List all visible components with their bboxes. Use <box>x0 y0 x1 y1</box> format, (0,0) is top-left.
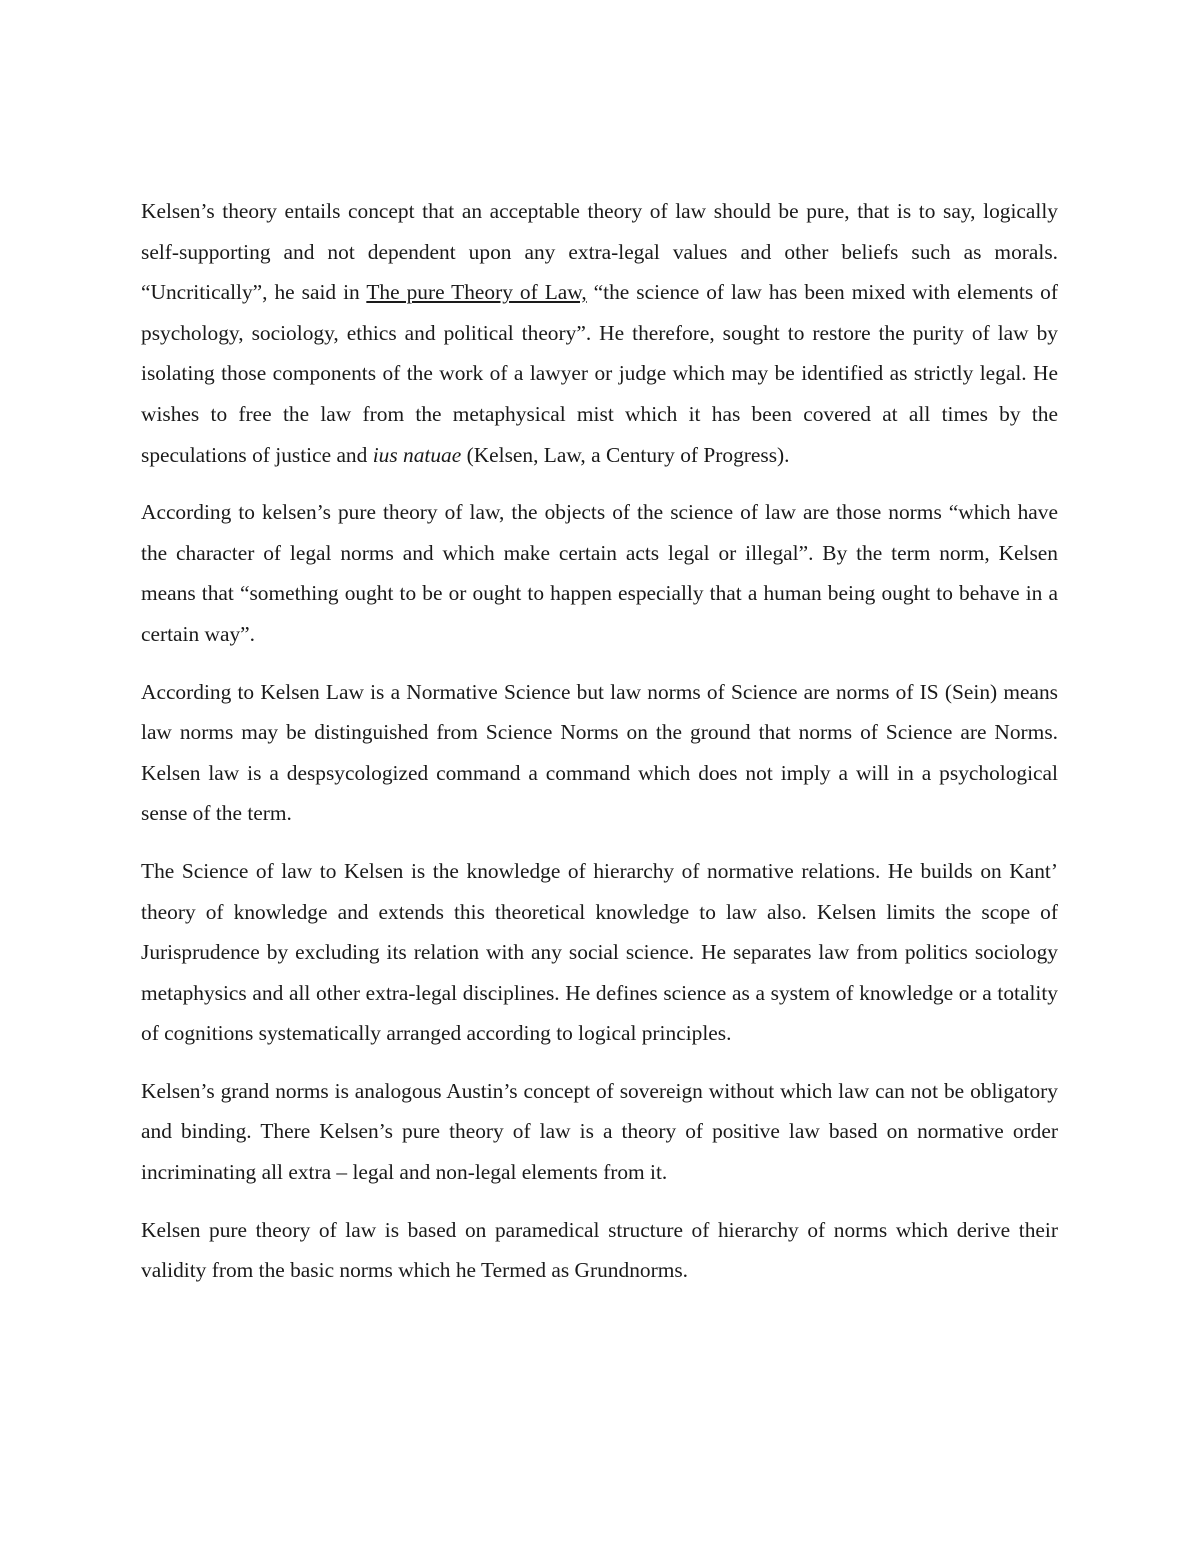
paragraph-2: According to kelsen’s pure theory of law, the objects of the science of law are those norms “which have the character of legal norms and which make certain acts legal or illegal”. By the term norm, Kelsen means that “something ought to be or ought to happen especially that a human being ought to behave in a certain way”. <box>141 500 1058 646</box>
paragraph-1 <box>141 191 1058 475</box>
latin-term: ius natuae <box>372 442 462 467</box>
book-title: The pure Theory of Law, <box>366 280 587 305</box>
paragraph-6: Kelsen pure theory of law is based on paramedical structure of hierarchy of norms which derive their validity from the basic norms which he Termed as Grundnorms. <box>141 1217 1058 1283</box>
paragraph-5: Kelsen’s grand norms is analogous Austin’s concept of sovereign without which law can not be obligatory and binding. There Kelsen’s pure theory of law is a theory of positive law based on normative order incriminating all extra – legal and non-legal elements from it. <box>141 1078 1058 1185</box>
paragraph-1-text-a: Kelsen’s theory entails concept that an acceptable theory of law should be pure, that is to say, logically self-supporting and not dependent upon any extra-legal values and other beliefs such as morals. “Uncritically”, he said in <box>141 199 1058 305</box>
document-page <box>141 191 1058 1291</box>
paragraph-3: According to Kelsen Law is a Normative Science but law norms of Science are norms of IS (Sein) means law norms may be distinguished from Science Norms on the ground that norms of Science are Norms. Kelsen law is a despsycologized command a command which does not imply a will in a psychological sense of the term. <box>141 679 1058 826</box>
paragraph-1-text-c: (Kelsen, Law, a Century of Progress). <box>461 442 790 467</box>
paragraph-4: The Science of law to Kelsen is the knowledge of hierarchy of normative relations. He builds on Kant’ theory of knowledge and extends this theoretical knowledge to law also. Kelsen limits the scope of Jurisprudence by excluding its relation with any social science. He separates law from politics sociology metaphysics and all other extra-legal disciplines. He defines science as a system of knowledge or a totality of cognitions systematically arranged according to logical principles. <box>141 858 1058 1046</box>
paragraph-1-text-b: “the science of law has been mixed with elements of psychology, sociology, ethics and political theory”. He therefore, sought to restore the purity of law by isolating those components of the work of a lawyer or judge which may be identified as strictly legal. He wishes to free the law from the metaphysical mist which it has been covered at all times by the speculations of justice and <box>141 280 1058 467</box>
